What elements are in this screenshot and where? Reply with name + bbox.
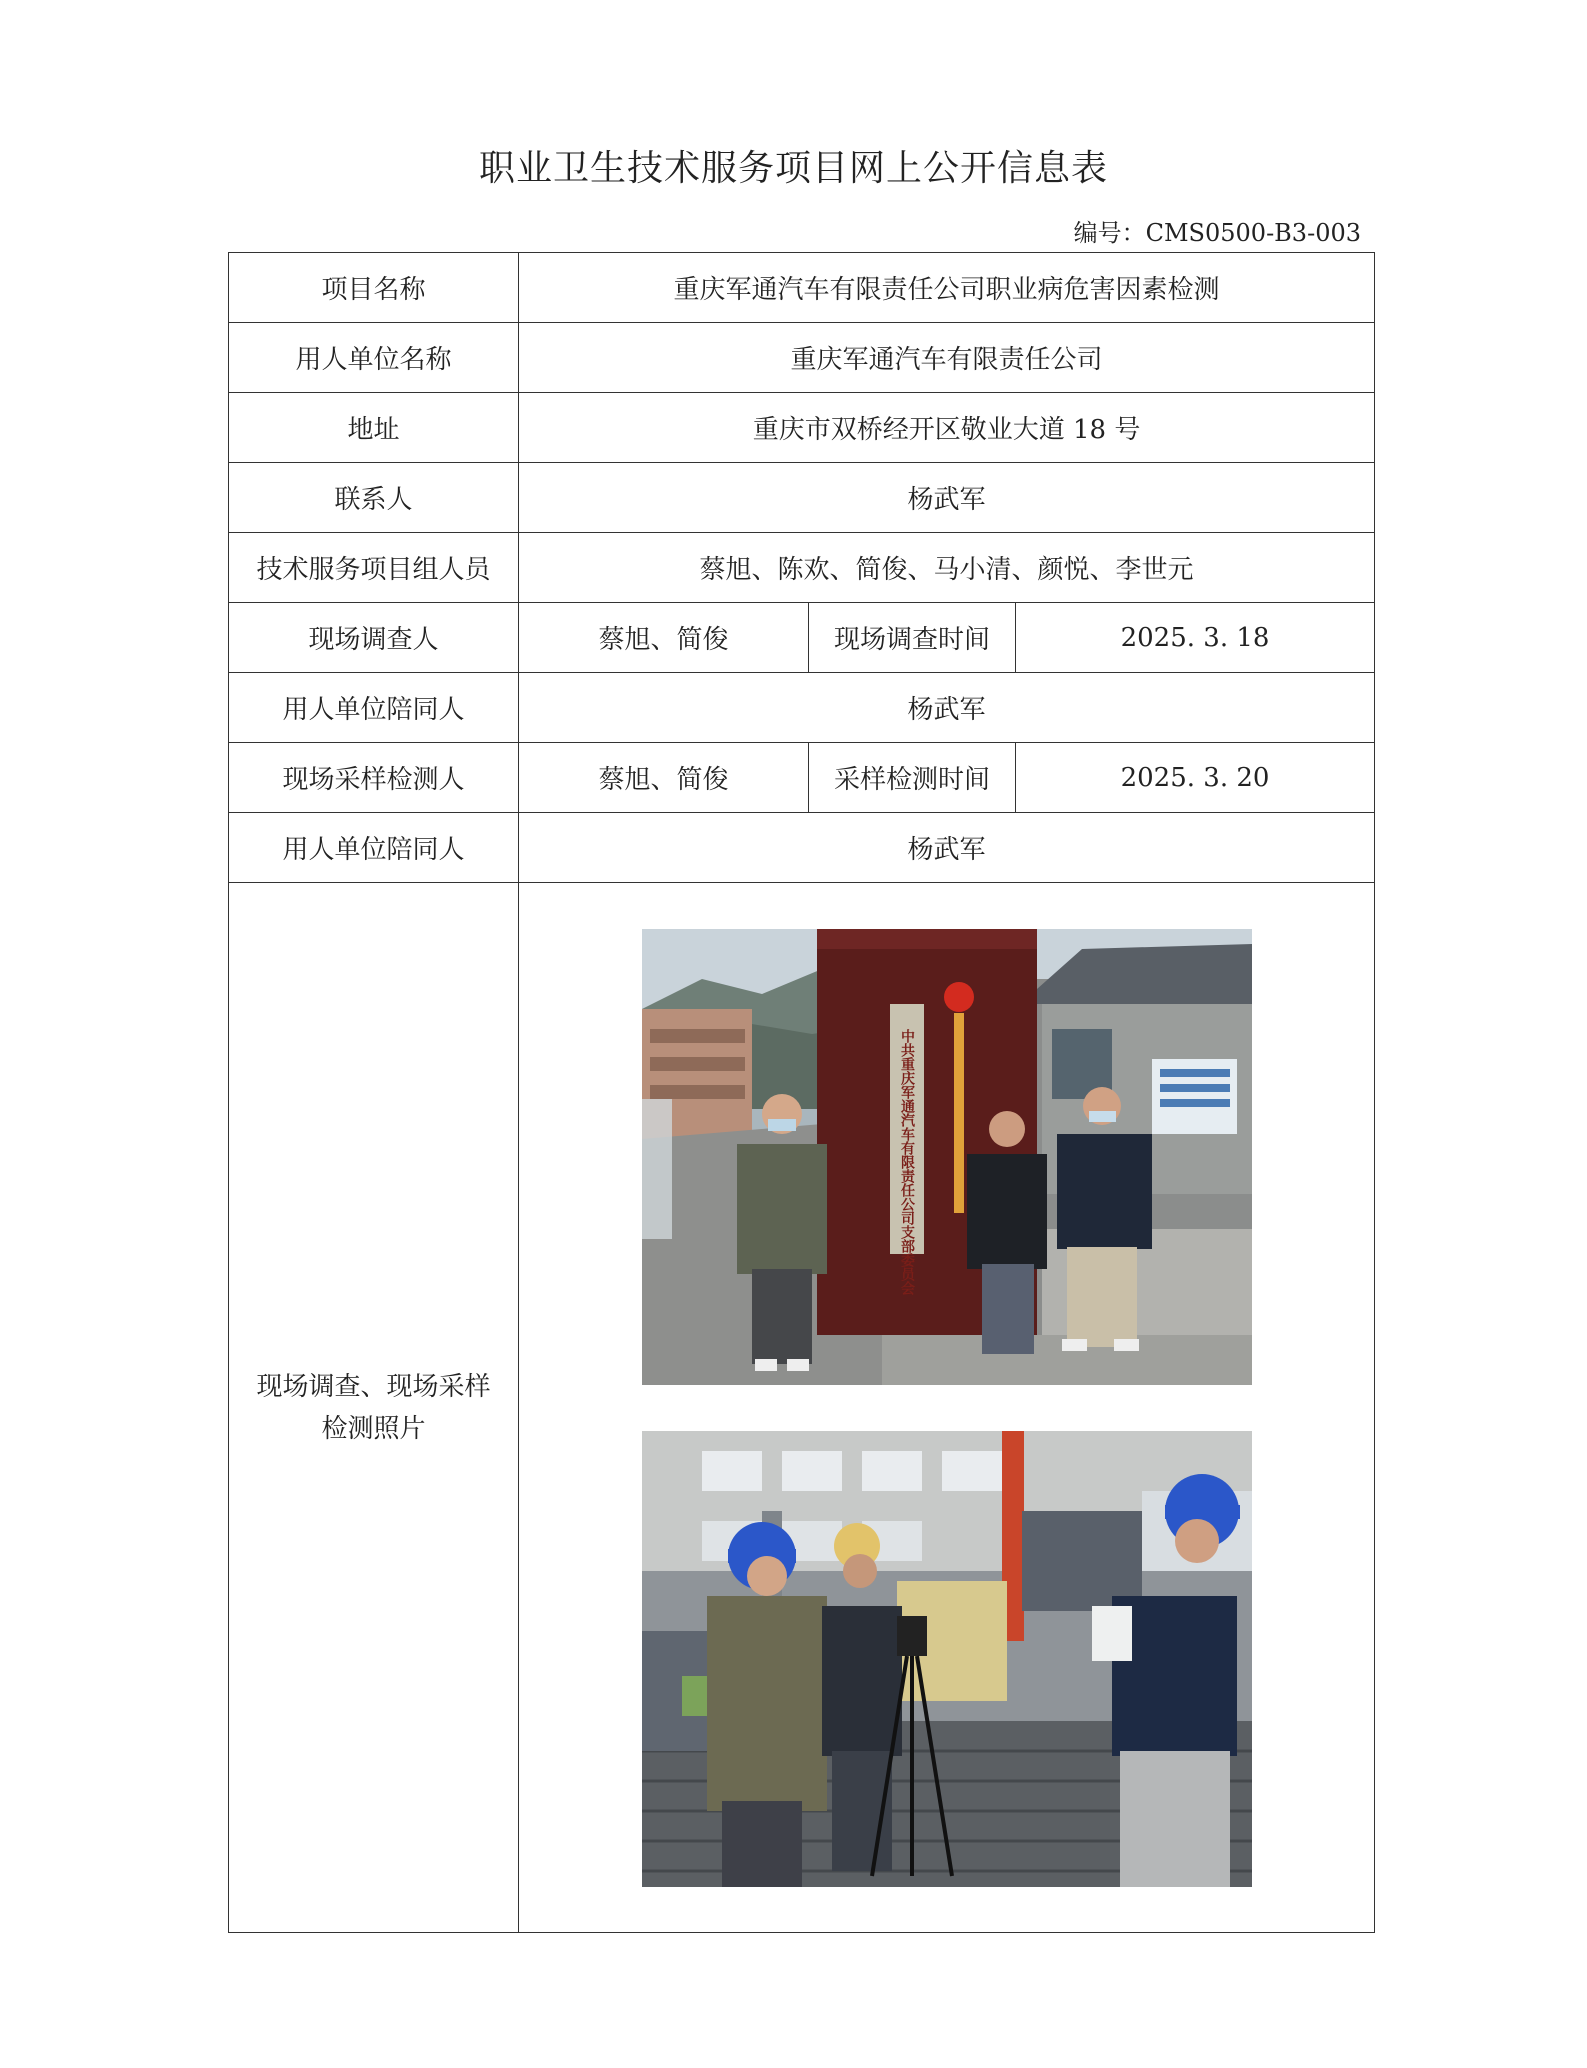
sampling-person-value: 蔡旭、简俊 — [519, 743, 809, 813]
sampling-time-value: 2025. 3. 20 — [1016, 743, 1375, 813]
photos-cell — [519, 883, 1375, 1933]
sampling-escort-value: 杨武军 — [519, 813, 1375, 883]
site-survey-photo — [642, 929, 1252, 1385]
table-row — [229, 463, 1375, 533]
contact-label: 联系人 — [229, 463, 519, 533]
employer-name-label: 用人单位名称 — [229, 323, 519, 393]
survey-time-value: 2025. 3. 18 — [1016, 603, 1375, 673]
contact-value: 杨武军 — [519, 463, 1375, 533]
table-row — [229, 603, 1375, 673]
photos-label-line2: 检测照片 — [321, 1413, 426, 1444]
table-row — [229, 813, 1375, 883]
document-number: 编号：CMS0500-B3-003 — [1073, 219, 1361, 247]
table-row — [229, 323, 1375, 393]
table-row — [229, 673, 1375, 743]
sampling-time-label: 采样检测时间 — [809, 743, 1016, 813]
table-row — [229, 743, 1375, 813]
photos-label-line1: 现场调查、现场采样 — [256, 1371, 491, 1402]
sign-text: 中共重庆军通汽车有限责任公司支部委员会 — [898, 1028, 915, 1295]
site-sampling-photo — [642, 1431, 1252, 1887]
address-label: 地址 — [229, 393, 519, 463]
survey-escort-label: 用人单位陪同人 — [229, 673, 519, 743]
table-row — [229, 393, 1375, 463]
team-value: 蔡旭、陈欢、简俊、马小清、颜悦、李世元 — [519, 533, 1375, 603]
survey-time-label: 现场调查时间 — [809, 603, 1016, 673]
address-value: 重庆市双桥经开区敬业大道 18 号 — [519, 393, 1375, 463]
sampling-person-label: 现场采样检测人 — [229, 743, 519, 813]
project-name-label: 项目名称 — [229, 253, 519, 323]
employer-name-value: 重庆军通汽车有限责任公司 — [519, 323, 1375, 393]
table-row — [229, 533, 1375, 603]
photos-label — [229, 883, 519, 1933]
table-row — [229, 253, 1375, 323]
sampling-escort-label: 用人单位陪同人 — [229, 813, 519, 883]
page-title: 职业卫生技术服务项目网上公开信息表 — [478, 148, 1108, 189]
survey-escort-value: 杨武军 — [519, 673, 1375, 743]
survey-person-label: 现场调查人 — [229, 603, 519, 673]
info-table — [228, 252, 1375, 1933]
team-label: 技术服务项目组人员 — [229, 533, 519, 603]
survey-person-value: 蔡旭、简俊 — [519, 603, 809, 673]
project-name-value: 重庆军通汽车有限责任公司职业病危害因素检测 — [519, 253, 1375, 323]
table-row — [229, 883, 1375, 1933]
